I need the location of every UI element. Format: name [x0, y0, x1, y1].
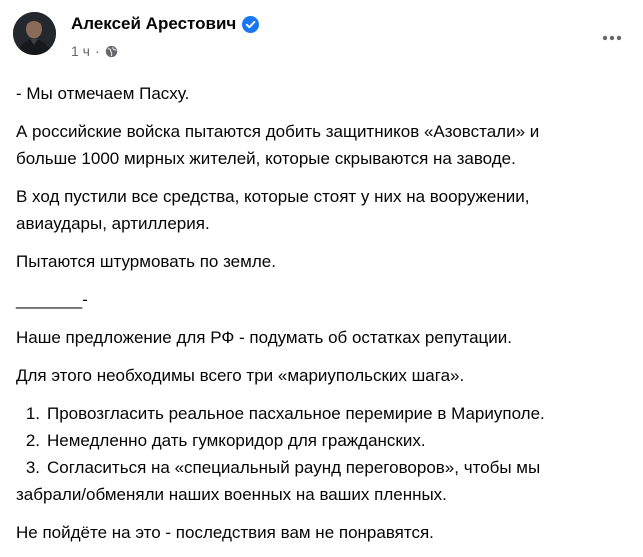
- author-name[interactable]: Алексей Арестович: [71, 14, 237, 33]
- post-paragraph: Для этого необходимы всего три «мариупольских шага».: [16, 366, 465, 385]
- post-meta: [71, 43, 118, 59]
- list-item-continuation: забрали/обменяли наших военных на ваших пленных.: [16, 485, 447, 504]
- avatar-image: [13, 12, 56, 55]
- post-line: авиаудары, артиллерия.: [16, 214, 210, 233]
- verified-badge-icon: [242, 16, 259, 33]
- post-paragraph: [16, 118, 628, 172]
- list-text: Немедленно дать гумкоридор для гражданских.: [47, 431, 426, 450]
- post-paragraph: Пытаются штурмовать по земле.: [16, 252, 276, 271]
- post-line: больше 1000 мирных жителей, которые скрываются на заводе.: [16, 149, 516, 168]
- post-body: [16, 80, 628, 557]
- meta-separator: ·: [94, 43, 100, 59]
- list-number: 1.: [25, 404, 40, 423]
- more-options-icon: [602, 35, 622, 41]
- list-number: 2.: [25, 431, 40, 450]
- post-paragraph: [16, 183, 628, 237]
- post-line: В ход пустили все средства, которые стоят у них на вооружении,: [16, 187, 530, 206]
- post-timestamp[interactable]: 1 ч: [71, 43, 90, 59]
- author-avatar[interactable]: [13, 12, 56, 55]
- list-item: [16, 427, 628, 454]
- list-item: [16, 400, 628, 427]
- post-header: [0, 0, 643, 72]
- list-text: Провозгласить реальное пасхальное перемирие в Мариуполе.: [47, 404, 545, 423]
- list-item: [16, 454, 628, 481]
- numbered-list: [16, 400, 628, 508]
- post-paragraph: Не пойдёте на это - последствия вам не понравятся.: [16, 523, 434, 542]
- post-paragraph: Наше предложение для РФ - подумать об остатках репутации.: [16, 328, 513, 347]
- author-name-row: [71, 14, 259, 34]
- more-options-button[interactable]: [595, 24, 629, 52]
- post-line: А российские войска пытаются добить защитников «Азовстали» и: [16, 122, 540, 141]
- post-paragraph: - Мы отмечаем Пасху.: [16, 84, 190, 103]
- globe-icon: [105, 45, 118, 58]
- post-separator: _______-: [16, 290, 88, 309]
- list-number: 3.: [25, 458, 40, 477]
- list-text: Согласиться на «специальный раунд переговоров», чтобы мы: [47, 458, 541, 477]
